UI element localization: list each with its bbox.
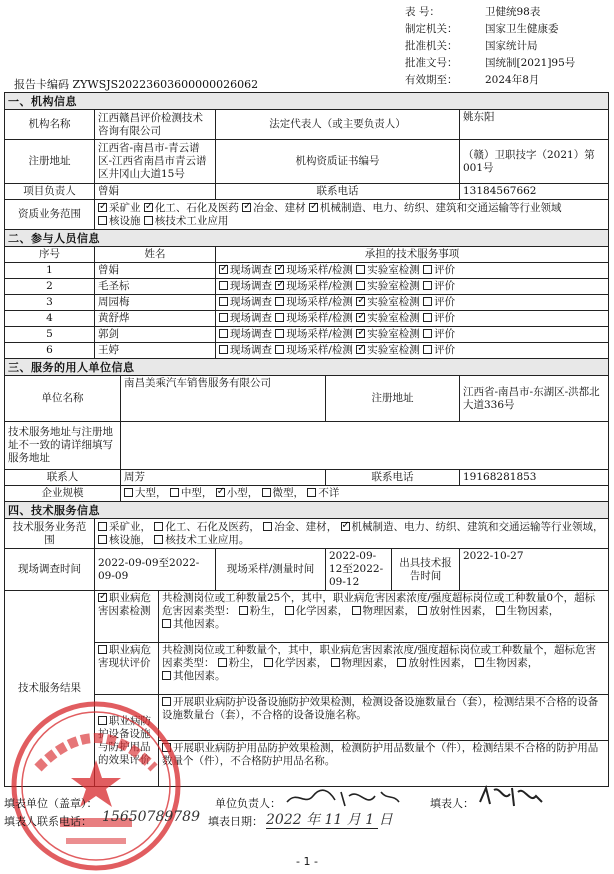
col-header-no: 序号 — [5, 247, 95, 263]
checkbox-icon — [341, 522, 350, 531]
checkbox-icon — [219, 345, 228, 354]
task-option[interactable] — [219, 344, 272, 356]
col-header-name: 姓名 — [95, 247, 216, 263]
option-label: 现场采样/检测 — [286, 344, 353, 356]
option-label: 现场采样/检测 — [286, 280, 353, 292]
checkbox-icon — [423, 313, 432, 322]
option-label: 放射性因素 — [429, 605, 482, 617]
filler-phone-value: 15650789789 — [102, 809, 200, 825]
checkbox-icon — [219, 281, 228, 290]
person-name: 黄舒烨 — [95, 311, 216, 327]
task-option[interactable] — [219, 312, 272, 324]
task-option[interactable] — [423, 344, 455, 356]
task-option[interactable] — [275, 280, 353, 292]
option-label: 现场采样/检测 — [286, 296, 353, 308]
meta-value: 2024年8月 — [485, 74, 540, 86]
section-title: 三、服务的用人单位信息 — [5, 359, 609, 376]
checkbox-icon — [98, 203, 107, 212]
option-label: 核设施 — [109, 533, 141, 546]
checkbox-icon — [423, 265, 432, 274]
person-name: 郭剑 — [95, 327, 216, 343]
option-label: 放射性因素 — [408, 657, 461, 669]
option-label: 其他因素。 — [173, 618, 226, 630]
section-title: 二、参与人员信息 — [5, 230, 609, 247]
scope-option[interactable] — [154, 521, 249, 533]
report-time-value: 2022-10-27 — [460, 549, 609, 591]
result-label: 技术服务结果 — [5, 591, 95, 787]
official-seal-image — [8, 698, 184, 874]
option-label: 实验室检测 — [367, 296, 420, 308]
size-option[interactable] — [216, 487, 248, 499]
checkbox-icon — [275, 281, 284, 290]
sampling-time-label: 现场采样/测量时间 — [216, 549, 326, 591]
org-name-value: 江西赣昌评价检测技术咨询有限公司 — [95, 110, 216, 140]
result3a-content[interactable] — [159, 695, 609, 741]
filler-signature — [476, 784, 546, 810]
option-label: 机械制造、电力、纺织、建筑和交通运输等行业领域 — [320, 201, 562, 214]
person-name: 王婷 — [95, 343, 216, 359]
section-title: 一、机构信息 — [5, 93, 609, 110]
service-scope-label: 技术服务业务范围 — [5, 519, 95, 549]
option-label: 化学因素 — [295, 605, 338, 617]
unit-address-value: 江西省-南昌市-东湖区-洪都北大道336号 — [460, 376, 609, 422]
option-label: 评价 — [434, 344, 456, 356]
option-label: 现场调查 — [230, 264, 272, 276]
task-option[interactable] — [219, 264, 272, 276]
option-label: 采矿业 — [109, 201, 141, 214]
result2-label: 职业病危害现状评价 — [98, 644, 151, 669]
reg-address-label: 注册地址 — [5, 140, 95, 184]
fill-date-label: 填表日期： — [208, 815, 263, 828]
checkbox-icon — [418, 606, 427, 615]
option-label: 不详 — [318, 487, 340, 499]
task-option[interactable] — [356, 280, 420, 292]
report-time-label: 出具技术报告时间 — [392, 549, 460, 591]
option-label: 评价 — [434, 264, 456, 276]
checkbox-icon — [262, 488, 271, 497]
person-no: 2 — [5, 279, 95, 295]
option-label: 机械制造、电力、纺织、建筑和交通运输等行业领域 — [351, 520, 594, 533]
task-option[interactable] — [219, 296, 272, 308]
contact-label: 联系人 — [5, 470, 121, 486]
hazard-option[interactable] — [496, 605, 549, 617]
result1-text: 共检测岗位或工种数量25个，其中，职业病危害因素浓度/强度超标岗位或工种数量0个，超标危害因素类型： — [162, 592, 596, 617]
pm-value: 曾娟 — [95, 184, 216, 200]
option-label: 评价 — [434, 328, 456, 340]
person-tasks — [216, 343, 609, 359]
hazard-option[interactable] — [218, 657, 250, 669]
unit-head-label: 单位负责人： — [215, 797, 281, 810]
checkbox-icon — [144, 216, 153, 225]
hazard-option[interactable] — [285, 605, 338, 617]
person-no: 3 — [5, 295, 95, 311]
result3b-content[interactable] — [159, 741, 609, 787]
result1-content: 共检测岗位或工种数量25个，其中，职业病危害因素浓度/强度超标岗位或工种数量0个，超标危害因素类型： 粉生， 化学因素， 物理因素， 放射性因素， 生物因素， 其他因素。 — [159, 591, 609, 643]
unit-head-signature — [283, 786, 403, 810]
checkbox-icon — [356, 329, 365, 338]
option-label: 实验室检测 — [367, 264, 420, 276]
option-label: 粉尘 — [228, 657, 250, 669]
checkbox-icon — [263, 522, 272, 531]
option-label: 化工、石化及医药 — [154, 201, 239, 214]
result2-text: 共检测岗位或工种数量个，其中，职业病危害因素浓度/强度超标岗位或工种数量个，超标危害因素类型： — [162, 644, 597, 669]
checkbox-icon — [219, 313, 228, 322]
size-option[interactable] — [170, 487, 202, 499]
checkbox-icon — [154, 522, 163, 531]
page-number: - 1 - — [296, 855, 318, 868]
scope-option[interactable] — [263, 521, 327, 533]
task-option[interactable] — [275, 264, 353, 276]
meta-value: 国家卫生健康委 — [485, 23, 559, 35]
meta-value: 国统制[2021]95号 — [485, 57, 576, 69]
checkbox-icon — [275, 345, 284, 354]
checkbox-icon — [239, 606, 248, 615]
service-scope-options: 采矿业， 化工、石化及医药， 冶金、建材， ✓机械制造、电力、纺织、建筑和交通运输等行业领域， 核设施， 核技术工业应用。 — [95, 519, 609, 549]
checkbox-icon — [423, 345, 432, 354]
option-label: 实验室检测 — [367, 328, 420, 340]
option-label: 实验室检测 — [367, 312, 420, 324]
checkbox-icon — [356, 281, 365, 290]
meta-value: 卫健统98表 — [485, 6, 541, 18]
option-label: 实验室检测 — [367, 344, 420, 356]
pm-label: 项目负责人 — [5, 184, 95, 200]
option-label: 评价 — [434, 280, 456, 292]
task-option[interactable] — [356, 312, 420, 324]
org-name-label: 机构名称 — [5, 110, 95, 140]
meta-row — [405, 72, 539, 89]
qual-scope-options — [95, 200, 609, 230]
checkbox-icon — [98, 216, 107, 225]
option-label: 化学因素 — [274, 657, 317, 669]
task-option[interactable] — [219, 280, 272, 292]
survey-time-label: 现场调查时间 — [5, 549, 95, 591]
hazard-option[interactable] — [397, 657, 461, 669]
task-option[interactable] — [356, 264, 420, 276]
scope-option[interactable] — [309, 202, 562, 214]
meta-row — [405, 21, 559, 38]
person-tasks — [216, 279, 609, 295]
meta-key: 制定机关： — [405, 23, 458, 35]
option-label: 现场采样/检测 — [286, 312, 353, 324]
contact-phone-label: 联系电话 — [326, 470, 460, 486]
result3a-text: 开展职业病防护设备设施防护效果检测，检测设备设施数量台（套），检测结果不合格的设备设施数量台（套），不合格的设备设施名称。 — [162, 696, 599, 721]
checkbox-icon — [356, 265, 365, 274]
option-label: 采矿业 — [109, 520, 141, 533]
scope-option[interactable] — [98, 534, 141, 546]
checkbox-icon — [170, 488, 179, 497]
hazard-option[interactable] — [162, 670, 226, 682]
result1-label: 职业病危害因素检测 — [98, 592, 151, 617]
option-label: 现场调查 — [230, 312, 272, 324]
result1-label-cell[interactable] — [95, 591, 159, 643]
unit-name-label: 单位名称 — [5, 376, 121, 422]
scope-option[interactable] — [98, 215, 141, 227]
task-option[interactable] — [423, 264, 455, 276]
meta-row — [405, 4, 540, 21]
option-label: 冶金、建材 — [253, 201, 306, 214]
option-label: 冶金、建材 — [274, 520, 327, 533]
person-tasks — [216, 311, 609, 327]
option-label: 评价 — [434, 312, 456, 324]
checkbox-icon — [356, 313, 365, 322]
survey-time-value: 2022-09-09至2022-09-09 — [95, 549, 216, 591]
contact-phone-value: 19168281853 — [460, 470, 609, 486]
task-option[interactable] — [423, 296, 455, 308]
option-label: 现场调查 — [230, 344, 272, 356]
task-option[interactable] — [423, 328, 455, 340]
scope-option[interactable] — [341, 521, 594, 533]
legal-rep-value: 姚东阳 — [460, 110, 609, 140]
option-label: 生物因素 — [485, 657, 528, 669]
person-no: 5 — [5, 327, 95, 343]
meta-key: 有效期至： — [405, 74, 458, 86]
checkbox-icon — [309, 203, 318, 212]
date-underline — [266, 828, 378, 829]
checkbox-icon — [219, 265, 228, 274]
phone-value: 13184567662 — [460, 184, 609, 200]
hazard-option[interactable] — [264, 657, 317, 669]
scope-option[interactable] — [98, 521, 141, 533]
checkbox-icon — [475, 658, 484, 667]
option-label: 核技术工业应用 — [154, 214, 229, 227]
task-option[interactable] — [219, 328, 272, 340]
hazard-option[interactable] — [352, 605, 405, 617]
checkbox-icon — [496, 606, 505, 615]
meta-key: 表 号： — [405, 6, 440, 18]
checkbox-icon — [98, 535, 107, 544]
unit-address-label: 注册地址 — [326, 376, 460, 422]
task-option[interactable] — [275, 328, 353, 340]
scope-option[interactable] — [242, 202, 306, 214]
option-label: 核设施 — [109, 214, 141, 227]
checkbox-icon — [275, 297, 284, 306]
qual-scope-label: 资质业务范围 — [5, 200, 95, 230]
hazard-option[interactable] — [331, 657, 384, 669]
sampling-time-value: 2022-09-12至2022-09-12 — [326, 549, 392, 591]
checkbox-icon — [154, 535, 163, 544]
option-label: 现场采样/检测 — [286, 328, 353, 340]
person-no: 4 — [5, 311, 95, 327]
size-option[interactable] — [262, 487, 294, 499]
checkbox-icon — [285, 606, 294, 615]
checkbox-icon — [218, 658, 227, 667]
task-option[interactable] — [356, 296, 420, 308]
filler-unit-label: 填表单位（盖章）： — [4, 797, 98, 810]
option-label: 其他因素。 — [173, 670, 226, 682]
checkbox-icon — [144, 203, 153, 212]
checkbox-icon — [352, 606, 361, 615]
checkbox-icon — [219, 329, 228, 338]
option-label: 大型 — [135, 487, 156, 499]
task-option[interactable] — [423, 312, 455, 324]
filler-phone-label: 填表人联系电话： — [4, 815, 92, 828]
option-label: 现场调查 — [230, 328, 272, 340]
hazard-option[interactable] — [475, 657, 528, 669]
person-tasks — [216, 327, 609, 343]
reg-address-value: 江西省-南昌市-青云谱区-江西省南昌市青云谱区井冈山大道15号 — [95, 140, 216, 184]
option-label: 生物因素 — [506, 605, 549, 617]
checkbox-icon — [356, 345, 365, 354]
checkbox-icon — [98, 522, 107, 531]
option-label: 物理因素 — [341, 657, 384, 669]
checkbox-icon — [216, 488, 225, 497]
meta-key: 批准文号： — [405, 57, 458, 69]
checkbox-icon — [98, 593, 107, 602]
meta-row — [405, 38, 538, 55]
cert-label: 机构资质证书编号 — [216, 140, 460, 184]
person-tasks — [216, 295, 609, 311]
person-name: 毛圣标 — [95, 279, 216, 295]
option-label: 物理因素 — [362, 605, 405, 617]
size-option[interactable] — [307, 487, 339, 499]
checkbox-icon — [307, 488, 316, 497]
section-title: 四、技术服务信息 — [5, 502, 609, 519]
filler-label: 填表人： — [430, 797, 474, 810]
checkbox-icon — [356, 297, 365, 306]
company-size-label: 企业规模 — [5, 486, 121, 502]
meta-key: 批准机关： — [405, 40, 458, 52]
person-name: 周园梅 — [95, 295, 216, 311]
checkbox-icon — [275, 313, 284, 322]
option-label: 现场采样/检测 — [286, 264, 353, 276]
person-name: 曾娟 — [95, 263, 216, 279]
scope-option[interactable] — [98, 202, 141, 214]
checkbox-icon — [397, 658, 406, 667]
hazard-option[interactable] — [418, 605, 482, 617]
person-tasks — [216, 263, 609, 279]
scope-option[interactable] — [154, 534, 249, 546]
option-label: 核技术工业应用。 — [165, 533, 250, 546]
size-option[interactable] — [124, 487, 156, 499]
scope-option[interactable] — [144, 215, 229, 227]
checkbox-icon — [162, 671, 171, 680]
task-option[interactable] — [275, 312, 353, 324]
fill-date-value: 2022 年 11 月 1 日 — [266, 812, 393, 828]
checkbox-icon — [162, 619, 171, 628]
option-label: 小型 — [226, 487, 248, 499]
legal-rep-label: 法定代表人（或主要负责人） — [216, 110, 460, 140]
option-label: 微型 — [272, 487, 294, 499]
option-label: 现场调查 — [230, 296, 272, 308]
option-label: 评价 — [434, 296, 456, 308]
scope-option[interactable] — [144, 202, 239, 214]
checkbox-icon — [264, 658, 273, 667]
company-size-options: 大型， 中型， ✓小型， 微型， 不详 — [121, 486, 609, 502]
person-no: 1 — [5, 263, 95, 279]
checkbox-icon — [423, 281, 432, 290]
hazard-option[interactable] — [162, 618, 226, 630]
checkbox-icon — [242, 203, 251, 212]
result3-label: 职业病防护设备设施与防护用品的效果评价 — [98, 714, 151, 766]
result3b-text: 开展职业病防护用品防护效果检测，检测防护用品数量个（件），检测结果不合格的防护用品数量个（件），不合格防护用品名称。 — [162, 742, 599, 767]
result2-content: 共检测岗位或工种数量个，其中，职业病危害因素浓度/强度超标岗位或工种数量个，超标危害因素类型： 粉尘， 化学因素， 物理因素， 放射性因素， 生物因素， 其他因素。 — [159, 643, 609, 695]
service-address-value — [121, 422, 609, 470]
checkbox-icon — [98, 645, 107, 654]
task-option[interactable] — [275, 344, 353, 356]
checkbox-icon — [275, 329, 284, 338]
meta-row — [405, 55, 575, 72]
checkbox-icon — [275, 265, 284, 274]
col-header-task: 承担的技术服务事项 — [216, 247, 609, 263]
task-option[interactable] — [423, 280, 455, 292]
service-address-label: 技术服务地址与注册地址不一致的请详细填写服务地址 — [5, 422, 121, 470]
checkbox-icon — [124, 488, 133, 497]
checkbox-icon — [331, 658, 340, 667]
option-label: 现场调查 — [230, 280, 272, 292]
checkbox-icon — [219, 297, 228, 306]
contact-value: 周芳 — [121, 470, 326, 486]
phone-label: 联系电话 — [216, 184, 460, 200]
hazard-option[interactable] — [239, 605, 271, 617]
report-table — [4, 92, 609, 787]
task-option[interactable] — [275, 296, 353, 308]
cert-value: （赣）卫职技字（2021）第001号 — [460, 140, 609, 184]
option-label: 实验室检测 — [367, 280, 420, 292]
person-no: 6 — [5, 343, 95, 359]
result2-label-cell[interactable] — [95, 643, 159, 695]
meta-value: 国家统计局 — [485, 40, 538, 52]
checkbox-icon — [423, 329, 432, 338]
task-option[interactable] — [356, 344, 420, 356]
option-label: 中型 — [180, 487, 202, 499]
checkbox-icon — [423, 297, 432, 306]
option-label: 粉生 — [249, 605, 271, 617]
task-option[interactable] — [356, 328, 420, 340]
report-number: 报告卡编码 ZYWSJS20223603600000026062 — [14, 78, 259, 91]
unit-name-value: 南昌美乘汽车销售服务有限公司 — [121, 376, 326, 422]
option-label: 化工、石化及医药 — [165, 520, 250, 533]
